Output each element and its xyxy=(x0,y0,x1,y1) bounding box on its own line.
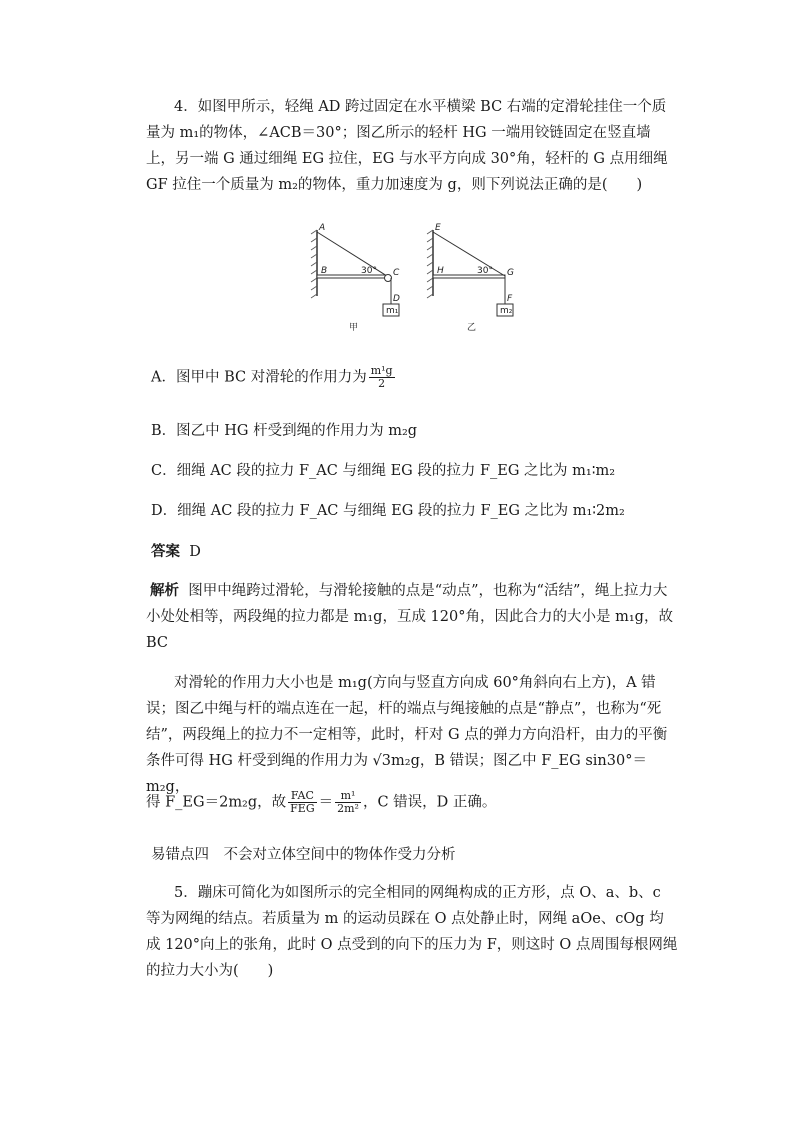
answer-value: D xyxy=(189,544,201,560)
point-h: H xyxy=(437,266,444,276)
caption-yi: 乙 xyxy=(467,323,477,333)
point-e: E xyxy=(435,223,441,233)
answer-label: 答案 xyxy=(151,543,180,560)
analysis-paragraph-1 xyxy=(146,578,678,656)
mass-ratio-denominator: 2m² xyxy=(337,802,359,815)
option-a-fraction xyxy=(369,365,395,390)
pulley-rod-diagram xyxy=(303,218,521,336)
pulley xyxy=(385,275,392,282)
analysis-paragraph-2: 对滑轮的作用力大小也是 m₁g(方向与竖直方向成 60°角斜向右上方)，A 错误；图乙中绳与杆的端点连在一起，杆的端点与绳接触的点是“静点”，也称为“死结”，两段绳上的拉力不一定相等，此时，杆对 G 点的弹力方向沿杆，由力的平衡条件可得 HG 杆受到绳的作用力为 √3m₂g，B 错误；图乙中 F_EG sin30°＝m₂g， xyxy=(146,675,668,795)
mass-ratio-fraction xyxy=(335,790,361,815)
point-g: G xyxy=(507,268,514,278)
question-4-text: 4．如图甲所示，轻绳 AD 跨过固定在水平横梁 BC 右端的定滑轮挂住一个质量为 m₁的物体，∠ACB＝30°；图乙所示的轻杆 HG 一端用铰链固定在竖直墙上，另一端 G 通过细绳 EG 拉住，EG 与水平方向成 30°角，轻杆的 G 点用细绳 GF 拉住一个质量为 m₂的物体，重力加速度为 g，则下列说法正确的是( ) xyxy=(146,99,668,193)
analysis-label: 解析 xyxy=(150,582,179,599)
mass-m2-label: m₂ xyxy=(500,306,513,316)
point-d: D xyxy=(393,294,400,304)
force-ratio-fraction xyxy=(288,790,316,815)
point-a: A xyxy=(319,223,326,233)
angle-30-right: 30° xyxy=(477,266,493,276)
left-wall-hatch xyxy=(311,230,317,298)
angle-30-left: 30° xyxy=(361,266,377,276)
equals-sign: ＝ xyxy=(318,794,334,811)
answer xyxy=(151,540,201,561)
section-title: 易错点四 不会对立体空间中的物体作受力分析 xyxy=(151,847,456,863)
option-a-text: A．图甲中 BC 对滑轮的作用力为 xyxy=(151,369,367,386)
analysis-text-3-suffix: ，C 错误，D 正确。 xyxy=(362,794,497,811)
option-a-denominator: 2 xyxy=(378,377,386,390)
point-b: B xyxy=(321,266,328,276)
point-c: C xyxy=(393,268,400,278)
option-c: C．细绳 AC 段的拉力 F_AC 与细绳 EG 段的拉力 F_EG 之比为 m₁∶m₂ xyxy=(151,463,616,479)
analysis-text-3-prefix: 得 F_EG＝2m₂g，故 xyxy=(146,794,287,811)
force-ratio-denominator: FEG xyxy=(290,802,315,815)
option-a-numerator: m¹g xyxy=(370,364,393,377)
analysis-text-1: 图甲中绳跨过滑轮，与滑轮接触的点是“动点”，也称为“活结”，绳上拉力大小处处相等，两段绳的拉力都是 m₁g，互成 120°角，因此合力的大小是 m₁g，故 BC xyxy=(146,583,673,651)
physics-figure xyxy=(303,218,521,336)
rope-eg xyxy=(433,232,505,276)
mass-ratio-numerator: m¹ xyxy=(335,790,361,803)
right-wall-hatch xyxy=(427,230,433,298)
rod-hg xyxy=(433,275,505,278)
mass-m1-label: m₁ xyxy=(386,306,399,316)
force-ratio-numerator: FAC xyxy=(288,790,316,803)
point-f: F xyxy=(507,294,513,304)
option-b: B．图乙中 HG 杆受到绳的作用力为 m₂g xyxy=(151,423,418,439)
analysis-paragraph-3 xyxy=(146,790,496,815)
option-a xyxy=(151,365,397,390)
caption-jia: 甲 xyxy=(349,323,359,333)
question-5-text: 5．蹦床可简化为如图所示的完全相同的网绳构成的正方形，点 O、a、b、c 等为网绳的结点。若质量为 m 的运动员踩在 O 点处静止时，网绳 aOe、cOg 均成 120°向上的张角，此时 O 点受到的向下的压力为 F，则这时 O 点周围每根网绳的拉力大小为( ) xyxy=(146,885,678,979)
option-d: D．细绳 AC 段的拉力 F_AC 与细绳 EG 段的拉力 F_EG 之比为 m₁∶2m₂ xyxy=(151,503,625,519)
